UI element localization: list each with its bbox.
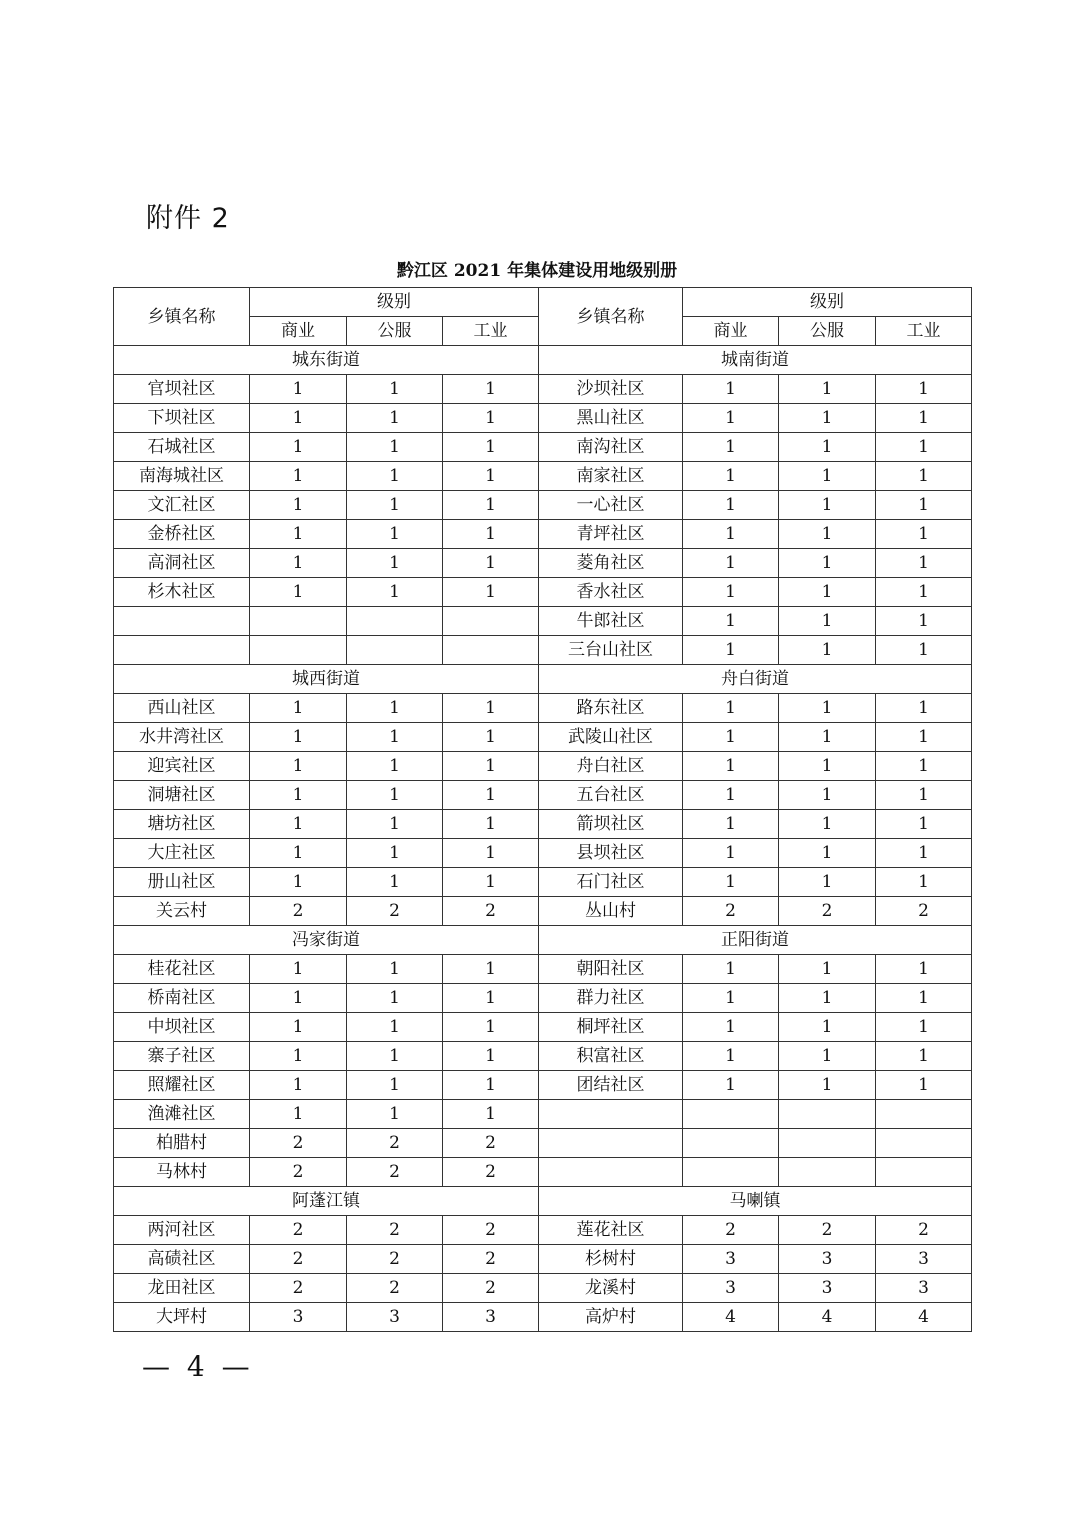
town-name-cell: 五台社区 xyxy=(539,781,683,810)
commercial-cell: 1 xyxy=(683,810,779,839)
section-name-right: 城南街道 xyxy=(539,346,972,375)
town-name-cell: 团结社区 xyxy=(539,1071,683,1100)
town-name-cell: 关云村 xyxy=(114,897,250,926)
commercial-cell: 2 xyxy=(250,1274,347,1303)
commercial-cell: 1 xyxy=(250,520,347,549)
town-name-cell: 南海城社区 xyxy=(114,462,250,491)
commercial-cell: 1 xyxy=(683,1071,779,1100)
town-header-left: 乡镇名称 xyxy=(114,288,250,346)
public-cell: 2 xyxy=(347,1158,443,1187)
commercial-header-left: 商业 xyxy=(250,317,347,346)
table-row xyxy=(114,433,972,462)
town-name-cell: 群力社区 xyxy=(539,984,683,1013)
commercial-cell: 1 xyxy=(683,694,779,723)
commercial-cell xyxy=(683,1100,779,1129)
public-cell: 1 xyxy=(779,433,876,462)
commercial-cell xyxy=(250,636,347,665)
town-name-cell: 柏腊村 xyxy=(114,1129,250,1158)
industrial-cell: 1 xyxy=(876,578,972,607)
section-header-row xyxy=(114,665,972,694)
table-row xyxy=(114,404,972,433)
town-name-cell: 莲花社区 xyxy=(539,1216,683,1245)
commercial-cell: 1 xyxy=(250,781,347,810)
table-row xyxy=(114,723,972,752)
town-name-cell: 大庄社区 xyxy=(114,839,250,868)
industrial-cell xyxy=(876,1100,972,1129)
industrial-cell: 1 xyxy=(876,839,972,868)
town-name-cell: 南家社区 xyxy=(539,462,683,491)
industrial-cell: 1 xyxy=(876,868,972,897)
commercial-cell: 1 xyxy=(683,549,779,578)
industrial-cell: 1 xyxy=(876,549,972,578)
public-cell: 1 xyxy=(779,607,876,636)
public-cell: 2 xyxy=(347,897,443,926)
industrial-cell: 2 xyxy=(443,897,539,926)
public-cell: 1 xyxy=(347,781,443,810)
commercial-cell: 1 xyxy=(683,868,779,897)
town-name-cell: 石城社区 xyxy=(114,433,250,462)
town-name-cell: 高碛社区 xyxy=(114,1245,250,1274)
industrial-header-left: 工业 xyxy=(443,317,539,346)
industrial-header-right: 工业 xyxy=(876,317,972,346)
town-name-cell: 青坪社区 xyxy=(539,520,683,549)
industrial-cell: 1 xyxy=(443,868,539,897)
industrial-cell: 1 xyxy=(443,781,539,810)
industrial-cell: 1 xyxy=(876,752,972,781)
industrial-cell: 1 xyxy=(443,1100,539,1129)
section-name-left: 城东街道 xyxy=(114,346,539,375)
commercial-cell: 3 xyxy=(683,1274,779,1303)
town-name-cell xyxy=(539,1100,683,1129)
town-name-cell: 洞塘社区 xyxy=(114,781,250,810)
table-row xyxy=(114,491,972,520)
public-cell xyxy=(779,1158,876,1187)
commercial-header-right: 商业 xyxy=(683,317,779,346)
industrial-cell: 1 xyxy=(876,491,972,520)
industrial-cell: 1 xyxy=(876,955,972,984)
town-name-cell: 箭坝社区 xyxy=(539,810,683,839)
public-cell: 1 xyxy=(347,1100,443,1129)
industrial-cell: 1 xyxy=(443,955,539,984)
commercial-cell: 4 xyxy=(683,1303,779,1332)
commercial-cell: 1 xyxy=(683,723,779,752)
public-cell: 1 xyxy=(347,868,443,897)
industrial-cell: 1 xyxy=(876,462,972,491)
commercial-cell: 2 xyxy=(250,1129,347,1158)
public-cell: 2 xyxy=(347,1245,443,1274)
town-name-cell xyxy=(539,1129,683,1158)
public-cell: 1 xyxy=(347,433,443,462)
industrial-cell: 1 xyxy=(443,752,539,781)
town-name-cell: 菱角社区 xyxy=(539,549,683,578)
town-name-cell: 水井湾社区 xyxy=(114,723,250,752)
town-name-cell: 两河社区 xyxy=(114,1216,250,1245)
industrial-cell: 1 xyxy=(443,462,539,491)
town-name-cell xyxy=(114,636,250,665)
commercial-cell: 1 xyxy=(250,694,347,723)
section-name-left: 阿蓬江镇 xyxy=(114,1187,539,1216)
commercial-cell xyxy=(683,1158,779,1187)
industrial-cell: 1 xyxy=(443,520,539,549)
industrial-cell: 4 xyxy=(876,1303,972,1332)
table-row xyxy=(114,1274,972,1303)
public-cell: 1 xyxy=(779,839,876,868)
land-grade-table xyxy=(113,287,972,1332)
town-name-cell: 武陵山社区 xyxy=(539,723,683,752)
town-name-cell: 一心社区 xyxy=(539,491,683,520)
town-name-cell: 文汇社区 xyxy=(114,491,250,520)
industrial-cell: 1 xyxy=(443,839,539,868)
industrial-cell: 2 xyxy=(443,1274,539,1303)
town-name-cell: 塘坊社区 xyxy=(114,810,250,839)
industrial-cell: 1 xyxy=(443,1042,539,1071)
town-name-cell: 桂花社区 xyxy=(114,955,250,984)
commercial-cell: 1 xyxy=(250,955,347,984)
industrial-cell: 1 xyxy=(443,578,539,607)
industrial-cell: 1 xyxy=(876,404,972,433)
section-name-left: 城西街道 xyxy=(114,665,539,694)
town-name-cell xyxy=(539,1158,683,1187)
industrial-cell: 3 xyxy=(443,1303,539,1332)
table-row xyxy=(114,462,972,491)
table-row xyxy=(114,1216,972,1245)
public-cell: 1 xyxy=(347,462,443,491)
section-name-left: 冯家街道 xyxy=(114,926,539,955)
table-row xyxy=(114,752,972,781)
table-row xyxy=(114,984,972,1013)
industrial-cell: 1 xyxy=(876,723,972,752)
town-name-cell: 路东社区 xyxy=(539,694,683,723)
town-name-cell: 渔滩社区 xyxy=(114,1100,250,1129)
table-row xyxy=(114,1245,972,1274)
commercial-cell: 1 xyxy=(683,1042,779,1071)
level-header-right: 级别 xyxy=(683,288,972,317)
commercial-cell: 1 xyxy=(250,549,347,578)
public-cell: 1 xyxy=(779,868,876,897)
section-name-right: 舟白街道 xyxy=(539,665,972,694)
commercial-cell: 1 xyxy=(250,1100,347,1129)
public-cell: 1 xyxy=(347,752,443,781)
commercial-cell: 1 xyxy=(683,752,779,781)
public-cell xyxy=(779,1129,876,1158)
table-row xyxy=(114,1129,972,1158)
public-cell: 1 xyxy=(779,810,876,839)
industrial-cell: 2 xyxy=(443,1129,539,1158)
town-name-cell: 龙溪村 xyxy=(539,1274,683,1303)
town-name-cell: 大坪村 xyxy=(114,1303,250,1332)
industrial-cell: 1 xyxy=(876,1071,972,1100)
commercial-cell: 1 xyxy=(250,375,347,404)
industrial-cell: 1 xyxy=(443,723,539,752)
commercial-cell: 1 xyxy=(250,839,347,868)
industrial-cell: 1 xyxy=(443,694,539,723)
public-cell: 1 xyxy=(779,955,876,984)
town-name-cell: 桐坪社区 xyxy=(539,1013,683,1042)
industrial-cell: 2 xyxy=(876,1216,972,1245)
public-cell: 2 xyxy=(779,1216,876,1245)
page-number: — 4 — xyxy=(142,1350,254,1383)
table-row xyxy=(114,1042,972,1071)
industrial-cell: 1 xyxy=(443,433,539,462)
industrial-cell: 1 xyxy=(443,491,539,520)
industrial-cell: 1 xyxy=(876,636,972,665)
commercial-cell: 2 xyxy=(683,1216,779,1245)
industrial-cell: 1 xyxy=(443,984,539,1013)
table-row xyxy=(114,694,972,723)
public-cell: 1 xyxy=(779,1071,876,1100)
town-name-cell xyxy=(114,607,250,636)
table-row xyxy=(114,1071,972,1100)
industrial-cell: 2 xyxy=(443,1245,539,1274)
commercial-cell: 1 xyxy=(683,839,779,868)
public-cell: 1 xyxy=(779,694,876,723)
town-name-cell: 三台山社区 xyxy=(539,636,683,665)
town-name-cell: 高洞社区 xyxy=(114,549,250,578)
industrial-cell: 1 xyxy=(443,404,539,433)
industrial-cell: 1 xyxy=(443,1013,539,1042)
commercial-cell: 1 xyxy=(250,1042,347,1071)
header-row-1 xyxy=(114,288,972,317)
industrial-cell: 2 xyxy=(443,1216,539,1245)
commercial-cell: 1 xyxy=(250,810,347,839)
town-name-cell: 积富社区 xyxy=(539,1042,683,1071)
section-header-row xyxy=(114,1187,972,1216)
public-cell: 1 xyxy=(347,1013,443,1042)
commercial-cell: 1 xyxy=(250,578,347,607)
town-name-cell: 迎宾社区 xyxy=(114,752,250,781)
town-name-cell: 朝阳社区 xyxy=(539,955,683,984)
public-cell: 1 xyxy=(347,520,443,549)
commercial-cell: 1 xyxy=(250,752,347,781)
industrial-cell: 1 xyxy=(876,781,972,810)
table-row xyxy=(114,520,972,549)
table-row xyxy=(114,1158,972,1187)
commercial-cell: 1 xyxy=(250,984,347,1013)
public-cell: 1 xyxy=(347,578,443,607)
public-cell: 1 xyxy=(779,1013,876,1042)
public-cell: 1 xyxy=(347,955,443,984)
public-cell: 1 xyxy=(779,984,876,1013)
commercial-cell: 1 xyxy=(250,491,347,520)
industrial-cell xyxy=(876,1129,972,1158)
town-name-cell: 中坝社区 xyxy=(114,1013,250,1042)
industrial-cell: 1 xyxy=(876,810,972,839)
industrial-cell xyxy=(443,607,539,636)
public-cell: 1 xyxy=(347,491,443,520)
section-header-row xyxy=(114,346,972,375)
document-title: 黔江区 2021 年集体建设用地级别册 xyxy=(396,261,678,281)
table-row xyxy=(114,839,972,868)
industrial-cell: 2 xyxy=(443,1158,539,1187)
town-name-cell: 照耀社区 xyxy=(114,1071,250,1100)
public-cell xyxy=(347,607,443,636)
section-name-right: 正阳街道 xyxy=(539,926,972,955)
table-row xyxy=(114,1013,972,1042)
public-header-right: 公服 xyxy=(779,317,876,346)
public-cell: 1 xyxy=(779,636,876,665)
public-cell: 2 xyxy=(779,897,876,926)
town-name-cell: 官坝社区 xyxy=(114,375,250,404)
public-cell: 2 xyxy=(347,1274,443,1303)
industrial-cell xyxy=(443,636,539,665)
public-cell: 1 xyxy=(347,723,443,752)
industrial-cell: 1 xyxy=(876,984,972,1013)
industrial-cell: 1 xyxy=(443,810,539,839)
commercial-cell: 1 xyxy=(683,984,779,1013)
public-cell: 1 xyxy=(779,723,876,752)
attachment-label: 附件 2 xyxy=(146,203,230,234)
industrial-cell: 1 xyxy=(876,520,972,549)
table-row xyxy=(114,810,972,839)
public-cell: 1 xyxy=(779,578,876,607)
industrial-cell xyxy=(876,1158,972,1187)
public-cell xyxy=(347,636,443,665)
public-cell: 1 xyxy=(779,404,876,433)
commercial-cell: 1 xyxy=(683,462,779,491)
industrial-cell: 1 xyxy=(443,1071,539,1100)
public-header-left: 公服 xyxy=(347,317,443,346)
town-name-cell: 石门社区 xyxy=(539,868,683,897)
section-name-right: 马喇镇 xyxy=(539,1187,972,1216)
public-cell: 1 xyxy=(779,491,876,520)
public-cell: 1 xyxy=(347,839,443,868)
public-cell xyxy=(779,1100,876,1129)
town-header-right: 乡镇名称 xyxy=(539,288,683,346)
public-cell: 1 xyxy=(347,549,443,578)
commercial-cell: 1 xyxy=(683,636,779,665)
public-cell: 1 xyxy=(347,984,443,1013)
industrial-cell: 1 xyxy=(443,549,539,578)
public-cell: 1 xyxy=(347,1042,443,1071)
table-row xyxy=(114,636,972,665)
public-cell: 1 xyxy=(779,549,876,578)
table-row xyxy=(114,578,972,607)
commercial-cell: 1 xyxy=(683,578,779,607)
town-name-cell: 马林村 xyxy=(114,1158,250,1187)
town-name-cell: 下坝社区 xyxy=(114,404,250,433)
town-name-cell: 县坝社区 xyxy=(539,839,683,868)
public-cell: 1 xyxy=(347,694,443,723)
commercial-cell: 1 xyxy=(683,781,779,810)
industrial-cell: 1 xyxy=(876,1042,972,1071)
industrial-cell: 1 xyxy=(876,607,972,636)
commercial-cell: 1 xyxy=(683,520,779,549)
level-header-left: 级别 xyxy=(250,288,539,317)
commercial-cell: 1 xyxy=(250,723,347,752)
commercial-cell: 1 xyxy=(250,433,347,462)
town-name-cell: 舟白社区 xyxy=(539,752,683,781)
table-row xyxy=(114,897,972,926)
industrial-cell: 1 xyxy=(876,375,972,404)
public-cell: 2 xyxy=(347,1129,443,1158)
commercial-cell: 1 xyxy=(683,433,779,462)
table-row xyxy=(114,1303,972,1332)
public-cell: 1 xyxy=(347,404,443,433)
table-row xyxy=(114,607,972,636)
public-cell: 3 xyxy=(347,1303,443,1332)
table-row xyxy=(114,375,972,404)
public-cell: 4 xyxy=(779,1303,876,1332)
town-name-cell: 南沟社区 xyxy=(539,433,683,462)
commercial-cell: 1 xyxy=(683,491,779,520)
public-cell: 1 xyxy=(347,810,443,839)
table-row xyxy=(114,868,972,897)
commercial-cell: 2 xyxy=(250,1158,347,1187)
public-cell: 1 xyxy=(779,520,876,549)
commercial-cell: 1 xyxy=(250,404,347,433)
commercial-cell: 1 xyxy=(683,607,779,636)
town-name-cell: 杉木社区 xyxy=(114,578,250,607)
commercial-cell: 2 xyxy=(683,897,779,926)
town-name-cell: 香水社区 xyxy=(539,578,683,607)
commercial-cell: 1 xyxy=(250,1013,347,1042)
commercial-cell: 1 xyxy=(683,375,779,404)
town-name-cell: 高炉村 xyxy=(539,1303,683,1332)
table-row xyxy=(114,781,972,810)
public-cell: 1 xyxy=(779,375,876,404)
industrial-cell: 1 xyxy=(876,694,972,723)
town-name-cell: 杉树村 xyxy=(539,1245,683,1274)
town-name-cell: 丛山村 xyxy=(539,897,683,926)
commercial-cell xyxy=(683,1129,779,1158)
public-cell: 1 xyxy=(779,462,876,491)
industrial-cell: 1 xyxy=(443,375,539,404)
town-name-cell: 沙坝社区 xyxy=(539,375,683,404)
public-cell: 1 xyxy=(347,1071,443,1100)
industrial-cell: 1 xyxy=(876,433,972,462)
town-name-cell: 牛郎社区 xyxy=(539,607,683,636)
commercial-cell: 2 xyxy=(250,897,347,926)
town-name-cell: 龙田社区 xyxy=(114,1274,250,1303)
town-name-cell: 黑山社区 xyxy=(539,404,683,433)
commercial-cell: 3 xyxy=(683,1245,779,1274)
town-name-cell: 寨子社区 xyxy=(114,1042,250,1071)
industrial-cell: 3 xyxy=(876,1245,972,1274)
commercial-cell: 1 xyxy=(250,462,347,491)
commercial-cell: 2 xyxy=(250,1245,347,1274)
table-row xyxy=(114,549,972,578)
town-name-cell: 金桥社区 xyxy=(114,520,250,549)
public-cell: 3 xyxy=(779,1245,876,1274)
town-name-cell: 桥南社区 xyxy=(114,984,250,1013)
industrial-cell: 3 xyxy=(876,1274,972,1303)
table-row xyxy=(114,955,972,984)
commercial-cell: 2 xyxy=(250,1216,347,1245)
public-cell: 1 xyxy=(779,781,876,810)
public-cell: 2 xyxy=(347,1216,443,1245)
industrial-cell: 1 xyxy=(876,1013,972,1042)
commercial-cell: 1 xyxy=(683,404,779,433)
town-name-cell: 册山社区 xyxy=(114,868,250,897)
table-row xyxy=(114,1100,972,1129)
commercial-cell: 1 xyxy=(683,1013,779,1042)
public-cell: 3 xyxy=(779,1274,876,1303)
commercial-cell xyxy=(250,607,347,636)
commercial-cell: 1 xyxy=(250,1071,347,1100)
commercial-cell: 1 xyxy=(250,868,347,897)
industrial-cell: 2 xyxy=(876,897,972,926)
commercial-cell: 3 xyxy=(250,1303,347,1332)
section-header-row xyxy=(114,926,972,955)
public-cell: 1 xyxy=(779,1042,876,1071)
public-cell: 1 xyxy=(779,752,876,781)
town-name-cell: 西山社区 xyxy=(114,694,250,723)
commercial-cell: 1 xyxy=(683,955,779,984)
public-cell: 1 xyxy=(347,375,443,404)
